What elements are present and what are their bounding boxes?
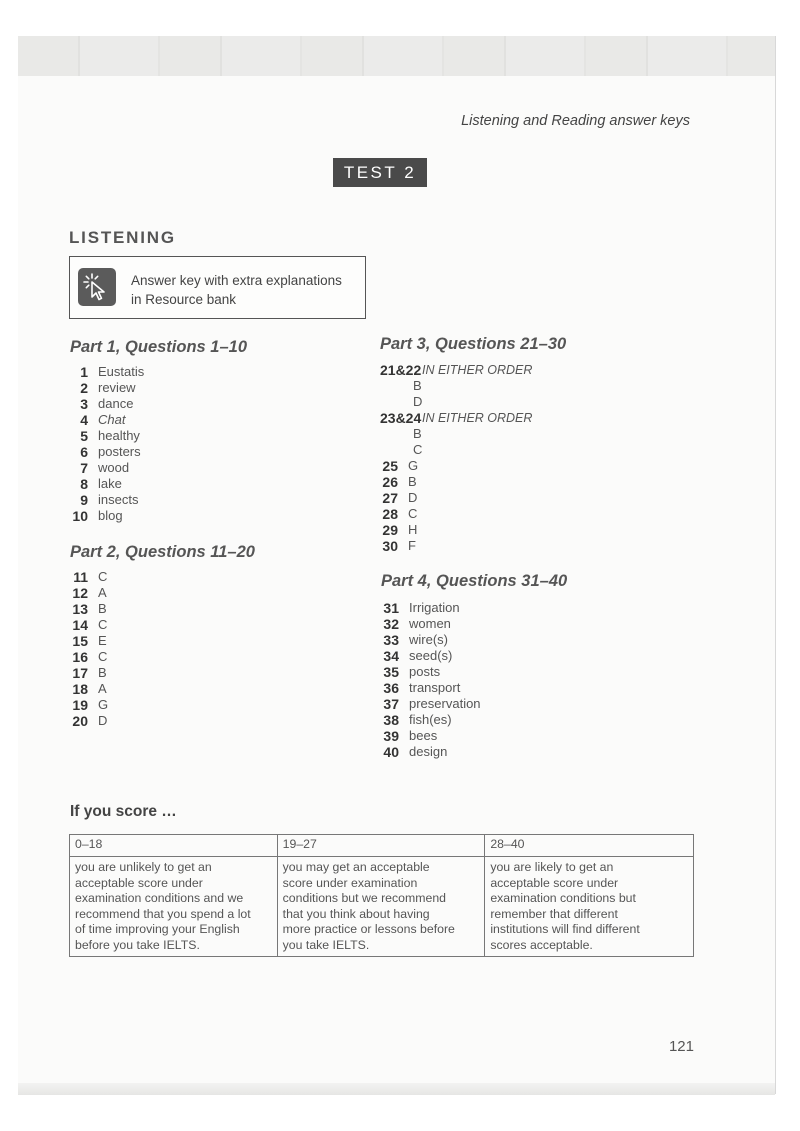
- question-number: 25: [382, 458, 398, 474]
- advice-line: you are unlikely to get an: [75, 860, 212, 874]
- advice-line: scores acceptable.: [490, 937, 593, 952]
- question-number: 7: [80, 460, 88, 476]
- answer-row: [70, 585, 108, 601]
- question-number: 33: [383, 632, 399, 648]
- advice-line: acceptable score under: [490, 875, 619, 890]
- answer-row: [70, 633, 108, 649]
- answer-text: D: [413, 394, 423, 409]
- answer-row: [70, 649, 108, 665]
- answer-row: [380, 474, 532, 490]
- score-advice: [485, 857, 694, 957]
- part-1-answers: [70, 364, 144, 524]
- part-3-title: Part 3, Questions 21–30: [380, 335, 567, 353]
- answer-text: healthy: [98, 428, 140, 443]
- question-number: 16: [72, 649, 88, 665]
- part-2-title: Part 2, Questions 11–20: [70, 543, 255, 561]
- answer-text: wood: [98, 460, 130, 475]
- answer-row: [70, 617, 108, 633]
- advice-line: you take IELTS.: [282, 937, 370, 952]
- answer-row: [379, 600, 481, 616]
- answer-text: H: [408, 522, 418, 537]
- advice-line: of time improving your English: [75, 922, 240, 937]
- answer-text: women: [409, 616, 451, 631]
- answer-text: Irrigation: [409, 600, 460, 615]
- question-number: 17: [72, 665, 88, 681]
- question-number: 9: [80, 492, 88, 508]
- score-range: 19–27: [277, 835, 485, 857]
- question-number: 35: [383, 664, 399, 680]
- answer-text: C: [98, 617, 108, 632]
- answer-text: G: [98, 697, 109, 712]
- question-number: 8: [80, 476, 88, 492]
- answer-text: B: [413, 426, 422, 441]
- question-number: 40: [383, 744, 399, 760]
- answer-text: Eustatis: [98, 364, 145, 379]
- answer-text: F: [408, 538, 416, 553]
- answer-row: [70, 569, 108, 585]
- answer-row: [70, 508, 144, 524]
- answer-row: [70, 380, 144, 396]
- question-number: 28: [382, 506, 398, 522]
- score-range: 0–18: [70, 835, 278, 857]
- answer-row: [380, 458, 532, 474]
- answer-row: [70, 476, 144, 492]
- part-3-answers: [380, 362, 532, 554]
- answer-row: [70, 601, 108, 617]
- question-number: 18: [72, 681, 88, 697]
- answer-text: lake: [98, 476, 122, 491]
- advice-line: you may get an acceptable: [282, 860, 430, 874]
- question-number: 4: [80, 412, 88, 428]
- resource-callout[interactable]: [69, 256, 366, 319]
- answer-row: [70, 364, 144, 380]
- answer-text: D: [98, 713, 108, 728]
- score-advice: [277, 857, 485, 957]
- answer-text: D: [408, 490, 418, 505]
- answer-row: [380, 426, 532, 442]
- answer-row: [380, 506, 532, 522]
- question-number: 21&22: [380, 362, 422, 378]
- answer-text: G: [408, 458, 419, 473]
- answer-text: C: [98, 649, 108, 664]
- answer-row: [379, 648, 481, 664]
- question-number: 26: [382, 474, 398, 490]
- answer-row: [70, 697, 108, 713]
- page-number: 121: [668, 1038, 694, 1055]
- advice-line: examination conditions but: [490, 891, 636, 906]
- answer-text: preservation: [409, 696, 481, 711]
- answer-text: bees: [409, 728, 438, 743]
- answer-text: posters: [98, 444, 141, 459]
- answer-row: [380, 538, 532, 554]
- answer-row: [380, 394, 532, 410]
- question-number: 12: [72, 585, 88, 601]
- answer-row: [70, 713, 108, 729]
- question-number: 23&24: [380, 410, 422, 426]
- either-order-note: IN EITHER ORDER: [422, 363, 533, 377]
- question-number: 5: [80, 428, 88, 444]
- advice-line: more practice or lessons before: [282, 922, 455, 937]
- advice-line: acceptable score under: [75, 875, 203, 890]
- advice-line: score under examination: [282, 875, 418, 890]
- question-number: 31: [383, 600, 399, 616]
- advice-line: you are likely to get an: [490, 860, 614, 874]
- advice-line: institutions will find different: [490, 922, 640, 937]
- answer-row: [379, 632, 481, 648]
- advice-line: examination conditions and we: [75, 891, 244, 906]
- answer-row: [380, 378, 532, 394]
- score-table: [69, 834, 694, 957]
- answer-text: C: [413, 442, 423, 457]
- answer-text: fish(es): [409, 712, 452, 727]
- answer-text: B: [98, 601, 107, 616]
- answer-row: [70, 412, 144, 428]
- part-2-answers: [70, 569, 108, 729]
- answer-row: [70, 396, 144, 412]
- test-badge: TEST 2: [333, 158, 427, 187]
- answer-row: [70, 492, 144, 508]
- answer-row: [380, 362, 532, 378]
- question-number: 34: [383, 648, 399, 664]
- advice-line: before you take IELTS.: [75, 937, 200, 952]
- question-number: 3: [80, 396, 88, 412]
- resource-line-2: in Resource bank: [131, 292, 237, 307]
- either-order-note: IN EITHER ORDER: [422, 411, 533, 425]
- question-number: 20: [72, 713, 88, 729]
- answer-text: Chat: [98, 412, 126, 427]
- score-advice: [70, 857, 278, 957]
- answer-row: [70, 665, 108, 681]
- question-number: 13: [72, 601, 88, 617]
- answer-row: [380, 522, 532, 538]
- section-heading: LISTENING: [69, 228, 176, 247]
- answer-text: A: [98, 681, 107, 696]
- score-advice-row: [70, 857, 694, 957]
- question-number: 11: [73, 569, 88, 585]
- answer-text: transport: [409, 680, 461, 695]
- question-number: 37: [383, 696, 399, 712]
- answer-text: C: [98, 569, 108, 584]
- question-number: 27: [382, 490, 398, 506]
- answer-row: [379, 696, 481, 712]
- answer-text: review: [98, 380, 136, 395]
- question-number: 30: [382, 538, 398, 554]
- score-range: 28–40: [485, 835, 694, 857]
- answer-text: design: [409, 744, 448, 759]
- answer-text: insects: [98, 492, 139, 507]
- part-4-answers: [379, 600, 481, 760]
- answer-text: A: [98, 585, 107, 600]
- resource-line-1: Answer key with extra explanations: [131, 273, 342, 288]
- advice-line: that you think about having: [282, 906, 430, 921]
- question-number: 32: [383, 616, 399, 632]
- question-number: 29: [382, 522, 398, 538]
- question-number: 6: [80, 444, 88, 460]
- answer-row: [379, 744, 481, 760]
- scan-bottom-band: [18, 1083, 775, 1095]
- answer-row: [380, 410, 532, 426]
- advice-line: recommend that you spend a lot: [75, 906, 251, 921]
- question-number: 10: [72, 508, 88, 524]
- answer-row: [379, 728, 481, 744]
- answer-row: [70, 681, 108, 697]
- cursor-click-icon: [78, 268, 116, 306]
- answer-row: [70, 460, 144, 476]
- answer-text: posts: [409, 664, 441, 679]
- answer-row: [70, 428, 144, 444]
- answer-row: [379, 664, 481, 680]
- question-number: 39: [383, 728, 399, 744]
- score-header-row: [70, 835, 694, 857]
- answer-text: B: [408, 474, 417, 489]
- answer-text: dance: [98, 396, 134, 411]
- answer-row: [380, 490, 532, 506]
- question-number: 38: [383, 712, 399, 728]
- answer-text: seed(s): [409, 648, 453, 663]
- part-4-title: Part 4, Questions 31–40: [381, 572, 568, 590]
- answer-row: [379, 712, 481, 728]
- answer-text: blog: [98, 508, 123, 523]
- question-number: 14: [72, 617, 88, 633]
- answer-text: wire(s): [409, 632, 448, 647]
- answer-text: B: [413, 378, 422, 393]
- question-number: 2: [80, 380, 88, 396]
- answer-text: C: [408, 506, 418, 521]
- part-1-title: Part 1, Questions 1–10: [70, 338, 247, 356]
- answer-text: B: [98, 665, 107, 680]
- answer-text: E: [98, 633, 107, 648]
- question-number: 15: [72, 633, 88, 649]
- advice-line: remember that different: [490, 906, 618, 921]
- resource-text: [131, 271, 342, 309]
- score-heading: If you score …: [70, 803, 177, 820]
- answer-row: [380, 442, 532, 458]
- question-number: 1: [80, 364, 88, 380]
- answer-row: [70, 444, 144, 460]
- header-title: Listening and Reading answer keys: [461, 113, 690, 129]
- question-number: 19: [72, 697, 88, 713]
- advice-line: conditions but we recommend: [282, 891, 447, 906]
- question-number: 36: [383, 680, 399, 696]
- answer-row: [379, 616, 481, 632]
- answer-row: [379, 680, 481, 696]
- scan-top-band: [18, 36, 775, 76]
